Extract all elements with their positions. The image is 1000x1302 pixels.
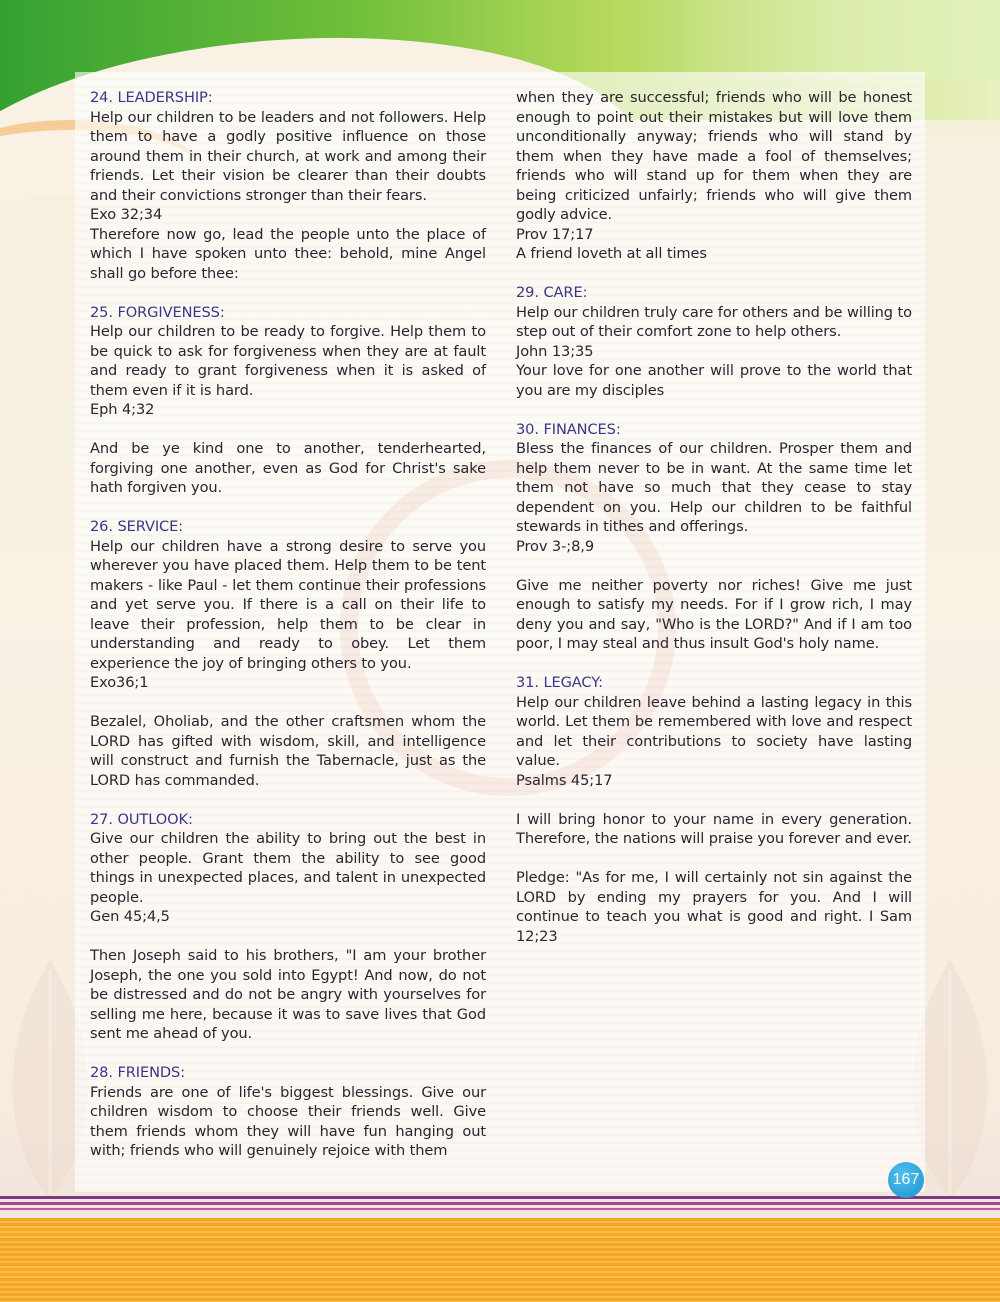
right-column [516,88,912,966]
section-heading: 26. SERVICE: [90,518,184,535]
section-prayer: Friends are one of life's biggest blessings. Give our children wisdom to choose their friends well. Give them friends whom they will have fun hanging out with; friends who will genuinely rejoice with them [90,1083,486,1159]
scripture-reference: Gen 45;4,5 [90,908,170,925]
section-friends-continued [516,88,912,264]
section-prayer: Bless the finances of our children. Prosper them and help them never to be in want. At the same time let them not have so much that they cease to stay dependent on you. Help our children to be faithful stewards in tithes and offerings. [516,440,912,535]
page-number-badge: 167 [888,1162,924,1198]
scripture-reference: John 13;35 [516,342,594,360]
section-finances [516,420,912,654]
bottom-purple-stripes [0,1196,1000,1218]
section-leadership [90,88,486,283]
section-prayer: Help our children truly care for others and be willing to step out of their comfort zone to help others. [516,303,912,340]
section-legacy [516,673,912,849]
section-prayer: Help our children to be leaders and not followers. Help them to have a godly positive influence on those around them in their church, at work and among their friends. Let their vision be clearer than their doubts and their convictions stronger than their fears. [90,108,486,204]
scripture-reference: Exo 32;34 [90,206,163,223]
section-heading: 24. LEADERSHIP: [90,89,213,106]
section-prayer: Help our children leave behind a lasting legacy in this world. Let them be remembered with love and respect and let their contributions to society have lasting value. [516,693,912,769]
left-column [90,88,486,1180]
section-heading: 28. FRIENDS: [90,1064,186,1081]
section-friends [90,1063,486,1161]
section-service [90,517,486,790]
scripture-verse: I will bring honor to your name in every generation. Therefore, the nations will praise you forever and ever. [516,810,912,847]
top-right-highlight [640,0,1000,80]
scripture-reference: Prov 3-;8,9 [516,537,595,555]
scripture-verse: Therefore now go, lead the people unto the place of which I have spoken unto thee: behold, mine Angel shall go before thee: [90,225,486,282]
scripture-verse: And be ye kind one to another, tenderhearted, forgiving one another, even as God for Christ's sake hath forgiven you. [90,440,486,496]
scripture-verse: A friend loveth at all times [516,245,707,262]
scripture-reference: Eph 4;32 [90,401,155,418]
scripture-reference: Exo36;1 [90,674,149,691]
section-care [516,283,912,400]
scripture-verse: Your love for one another will prove to the world that you are my disciples [516,362,912,399]
scripture-reference: Prov 17;17 [516,225,594,243]
section-heading: 27. OUTLOOK: [90,810,193,828]
section-heading: 25. FORGIVENESS: [90,303,225,321]
section-prayer: Help our children have a strong desire to serve you wherever you have placed them. Help them to be tent makers - like Paul - let them continue their professions and yet serve you. If there is a call on their life to leave their profession, help them to be clear in understanding and ready to obey. Let them experience the joy of bringing others to you. [90,537,486,672]
scripture-reference: Psalms 45;17 [516,771,613,789]
section-prayer: when they are successful; friends who will be honest enough to point out their mistakes but will love them unconditionally anyway; friends who will stand by them when they have made a fool of themselves; friends who will stand up for them when they are being criticized unfairly; friends who will give them godly advice. [516,89,912,223]
pledge-text: Pledge: "As for me, I will certainly not sin against the LORD by ending my prayers for you. And I will continue to teach you what is good and right. I Sam 12;23 [516,869,912,945]
section-outlook [90,810,486,1044]
scripture-verse: Bezalel, Oholiab, and the other craftsmen whom the LORD has gifted with wisdom, skill, and intelligence will construct and furnish the Tabernacle, just as the LORD has commanded. [90,713,486,789]
section-heading: 31. LEGACY: [516,674,603,691]
scripture-verse: Then Joseph said to his brothers, "I am your brother Joseph, the one you sold into Egypt! And now, do not be distressed and do not be angry with yourselves for selling me here, because it was to save lives that God sent me ahead of you. [90,947,486,1042]
section-forgiveness [90,303,486,498]
scripture-verse: Give me neither poverty nor riches! Give me just enough to satisfy my needs. For if I grow rich, I may deny you and say, "Who is the LORD?" And if I am too poor, I may steal and thus insult God's holy name. [516,576,912,652]
pledge [516,868,912,946]
bottom-stripe-fill [0,1218,1000,1302]
section-heading: 30. FINANCES: [516,420,621,438]
section-heading: 29. CARE: [516,284,588,301]
section-prayer: Help our children to be ready to forgive. Help them to be quick to ask for forgiveness when they are at fault and ready to grant forgiveness when it is asked of them even if it is hard. [90,323,486,399]
section-prayer: Give our children the ability to bring out the best in other people. Grant them the ability to see good things in unexpected places, and talent in unexpected people. [90,830,486,906]
